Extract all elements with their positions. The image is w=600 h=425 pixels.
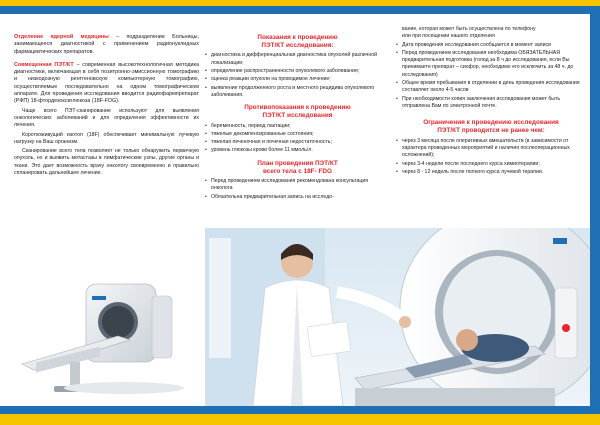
column-procedure [396, 26, 586, 177]
top-blue-stripe [0, 6, 600, 14]
pet-ct-scanner-image [14, 276, 204, 400]
list-item: • Перед проведением исследования необходима ОБЯЗАТЕЛЬНАЯ предварительная подготовка (голод за 8 ч до исследования, если Вы принимаете препарат – сиофор, необходимо его исключить за 48 ч. до исследования) [396, 50, 586, 79]
list-item: • При необходимости копия заключения исследования может быть отправлена Вам по электронной почте. [396, 96, 586, 111]
indications-heading [205, 34, 390, 50]
list-item: • через 3-4 недели после последнего курса химиотерапии; [396, 161, 586, 168]
combo-paragraph [14, 62, 199, 106]
limits-heading-line1: Ограничения к проведению исследования [423, 119, 559, 127]
list-item: • через 3 месяца после оперативных вмешательств (в зависимости от характера проведенных мероприятий и наличия послеоперационных осложнений); [396, 138, 586, 160]
list-item: • выявление продолженного роста и местного рецидива опухолевого заболевания. [205, 85, 390, 100]
paragraph-usage: Чаще всего ПЭТ-сканирование используют для выявления онкологических заболеваний и для определения эффективности их лечения. [14, 107, 199, 129]
list-item: • тяжелая печеночная и почечная недостаточность; [205, 139, 390, 146]
list-item: • через 8 - 12 недель после полного курса лучевой терапии. [396, 169, 586, 176]
plan-heading-line1: План проведения ПЭТ/КТ [257, 159, 338, 167]
continued-line: вание, которая может быть осуществлена по телефону [402, 26, 536, 32]
list-item: • беременность, период лактации; [205, 123, 390, 130]
list-item: • Дата проведения исследования сообщается в момент записи [396, 42, 586, 49]
list-item: • тяжелые декомпенсированные состояния; [205, 131, 390, 138]
contraindications-heading [205, 104, 390, 120]
list-item: • уровень глюкозы крови более 11 ммоль/л. [205, 147, 390, 154]
limits-heading [396, 119, 586, 135]
bottom-blue-stripe [0, 406, 600, 414]
paragraph-whole-body: Сканирование всего тела позволяет не только обнаружить первичную опухоль, но и выявить метастазы в лимфатические узлы, другие органы и ткани. Это дает возможность врачу онкологу своевременно и правильно спланировать дальнейшее лечение. [14, 148, 199, 177]
list-item: • Обязательна предварительная запись на исследо- [205, 194, 390, 201]
column-indications [205, 34, 390, 202]
dept-paragraph [14, 34, 199, 56]
combo-title: Совмещенная ПЭТ/КТ [14, 61, 74, 68]
plan-heading-line2: всего тела с 18F- FDG [263, 167, 332, 175]
plan-heading [205, 160, 390, 176]
dept-title: Отделение ядерной медицины [14, 34, 109, 40]
paragraph-isotope: Короткоживущий изотоп (18F) обеспечивает минимальную лучевую нагрузку на Ваш организм. [14, 131, 199, 145]
procedure-list [396, 42, 586, 111]
list-item: • диагностика и дифференциальная диагностика опухолей различной локализации; [205, 52, 390, 67]
contraindications-heading-line1: Противопоказания к проведению [244, 104, 351, 112]
continued-text [396, 26, 586, 41]
contraindications-heading-line2: ПЭТ/КТ исследования [262, 112, 333, 120]
list-item: • оценка реакции опухоли на проводимое лечение; [205, 76, 390, 83]
list-item: • Общее время пребывания в отделении в день проведения исследования составляет около 4-5 часов [396, 80, 586, 95]
indications-heading-line1: Показания к проведению [257, 34, 338, 41]
contraindications-list [205, 123, 390, 155]
indications-heading-line2: ПЭТ/КТ исследования: [261, 42, 334, 50]
limits-heading-line2: ПЭТ/КТ проводится не ранее чем: [437, 127, 545, 135]
right-blue-stripe [590, 14, 600, 406]
limits-list [396, 138, 586, 176]
list-item: • определение распространенности опухолевого заболевания; [205, 68, 390, 75]
continued-line: или при посещении нашего отделения [402, 33, 495, 40]
combo-text: – современная высокотехнологичная методика диагностики, включающая в себя позитронно-эмиссионную томографию и низкодозную рентгеновскую компьютерную томографию, осуществляемые последовательно на одном томографическом аппарате. Для проведения исследования вводится радиофармпрепарат (РФП) 18-фтордезоксиглюкоза (18F-FDG). [14, 61, 199, 105]
list-item: • Перед проведением исследования рекомендована консультация онколога [205, 178, 390, 193]
indications-list [205, 52, 390, 99]
doctor-patient-scanner-image [205, 228, 590, 406]
column-intro [14, 34, 199, 179]
plan-list [205, 178, 390, 201]
bottom-yellow-stripe [0, 414, 600, 425]
dept-text: – подразделение Больницы, занимающееся диагностикой с применением радионуклидных фармацевтических препаратов. [14, 34, 199, 55]
